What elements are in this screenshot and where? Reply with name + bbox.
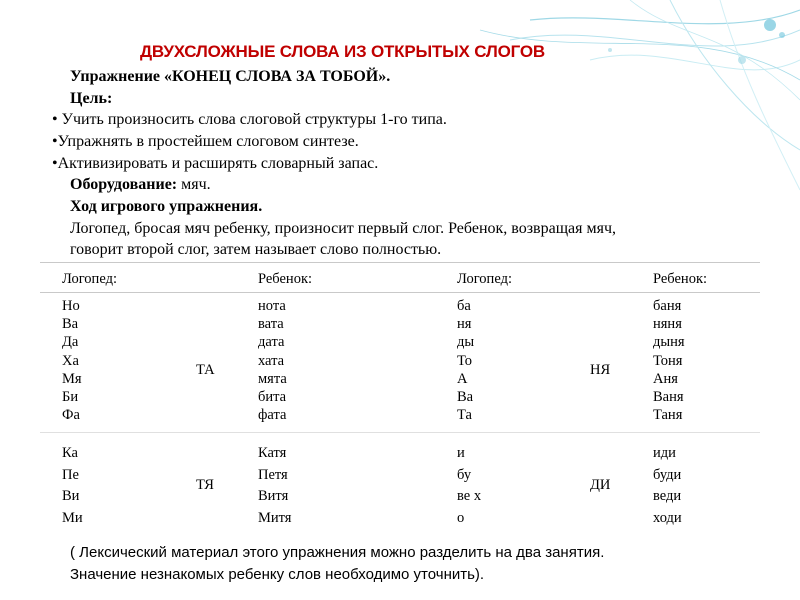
list-item: бита	[258, 388, 287, 405]
decorative-swirl-graphic	[470, 0, 800, 200]
list-item: Фа	[62, 407, 80, 424]
goal-text: Активизировать и расширять словарный запас.	[57, 155, 379, 172]
list-item: Аня	[653, 370, 678, 387]
bullet-glyph: •	[52, 155, 58, 172]
goal-item	[52, 111, 447, 129]
word-list	[258, 297, 287, 424]
word-list	[258, 443, 291, 529]
goal-item	[52, 133, 359, 151]
list-item: Катя	[258, 445, 287, 461]
exercise-name: Упражнение «КОНЕЦ СЛОВА ЗА ТОБОЙ».	[70, 68, 391, 85]
list-item: Митя	[258, 509, 292, 526]
first-syllable-list	[457, 443, 481, 529]
list-item: Но	[62, 298, 80, 314]
list-item: дыня	[653, 334, 685, 351]
list-item: Пе	[62, 466, 79, 483]
list-item: Таня	[653, 407, 683, 424]
list-item: буди	[653, 466, 682, 483]
word-list	[653, 297, 685, 424]
list-item: Ваня	[653, 388, 684, 405]
goal-text: Упражнять в простейшем слоговом синтезе.	[57, 133, 359, 150]
list-item: Та	[457, 407, 472, 424]
list-item: ды	[457, 334, 475, 351]
equipment-value: мяч.	[181, 176, 211, 193]
list-item: ня	[457, 316, 472, 333]
word-list	[653, 443, 682, 529]
list-item: Ка	[62, 445, 78, 461]
column-header: Ребенок:	[258, 271, 313, 287]
list-item: о	[457, 509, 465, 526]
footnote	[70, 542, 604, 586]
list-item: Би	[62, 388, 79, 405]
list-item: Мя	[62, 370, 82, 387]
procedure-text-line-1: Логопед, бросая мяч ребенку, произносит первый слог. Ребенок, возвращая мяч,	[70, 220, 617, 237]
goal-item	[52, 155, 378, 173]
list-item: Петя	[258, 466, 288, 483]
list-item: Ви	[62, 488, 80, 504]
procedure-text-line-2: говорит второй слог, затем называет слово полностью.	[70, 241, 442, 258]
common-syllable: ТЯ	[196, 477, 214, 493]
equipment-line	[70, 176, 211, 194]
list-item: бу	[457, 466, 472, 483]
list-item: Тоня	[653, 352, 683, 369]
list-item: Витя	[258, 488, 289, 504]
goal-heading: Цель:	[70, 90, 113, 107]
list-item: Да	[62, 334, 79, 351]
list-item: ходи	[653, 509, 682, 526]
column-header: Логопед:	[62, 271, 117, 287]
list-item: ба	[457, 298, 471, 314]
first-syllable-list	[457, 297, 474, 424]
list-item: фата	[258, 407, 287, 424]
list-item: вата	[258, 316, 284, 333]
first-syllable-list	[62, 443, 83, 529]
list-item: Ва	[62, 316, 79, 333]
procedure-heading: Ход игрового упражнения.	[70, 198, 263, 215]
list-item: нота	[258, 298, 286, 314]
list-item: дата	[258, 334, 285, 351]
first-syllable-list	[62, 297, 82, 424]
table-header-rule	[40, 292, 760, 293]
footnote-line: ( Лексический материал этого упражнения можно разделить на два занятия.	[70, 544, 605, 561]
table-top-rule	[40, 262, 760, 263]
list-item: ве х	[457, 488, 482, 504]
common-syllable: НЯ	[590, 362, 611, 378]
list-item: Ми	[62, 509, 83, 526]
list-item: иди	[653, 445, 676, 461]
list-item: веди	[653, 488, 682, 504]
footnote-line: Значение незнакомых ребенку слов необходимо уточнить).	[70, 566, 485, 583]
list-item: А	[457, 370, 468, 387]
list-item: То	[457, 352, 473, 369]
common-syllable: ТА	[196, 362, 215, 378]
column-header: Ребенок:	[653, 271, 708, 287]
list-item: и	[457, 445, 465, 461]
page-title: ДВУХСЛОЖНЫЕ СЛОВА ИЗ ОТКРЫТЫХ СЛОГОВ	[140, 42, 545, 61]
goal-text: Учить произносить слова слоговой структуры 1-го типа.	[61, 111, 447, 128]
common-syllable: ДИ	[590, 477, 611, 493]
bullet-glyph: •	[52, 133, 58, 150]
list-item: няня	[653, 316, 682, 333]
list-item: баня	[653, 298, 682, 314]
list-item: Ва	[457, 388, 474, 405]
list-item: Ха	[62, 352, 79, 369]
bullet-glyph: •	[52, 111, 58, 128]
list-item: мята	[258, 370, 287, 387]
list-item: хата	[258, 352, 285, 369]
group-separator	[40, 432, 760, 433]
equipment-label: Оборудование:	[70, 176, 178, 193]
column-header: Логопед:	[457, 271, 512, 287]
